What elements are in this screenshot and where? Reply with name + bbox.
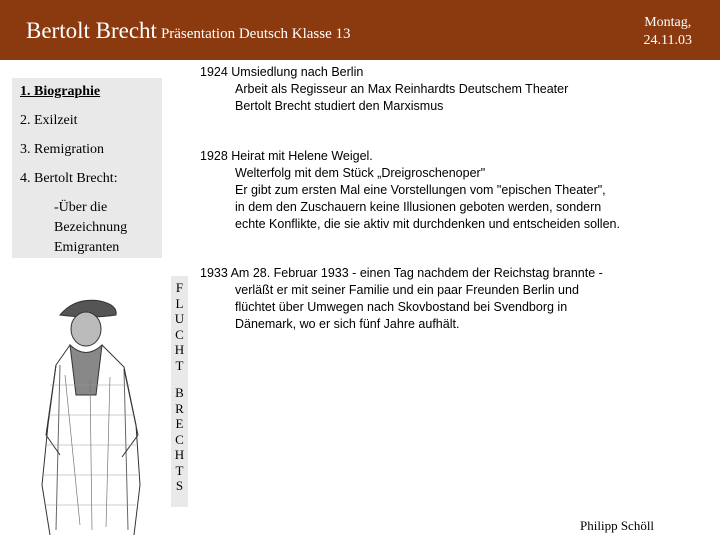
agenda-item-brecht[interactable]: 4. Bertolt Brecht: [20, 171, 118, 186]
agenda-panel [12, 78, 162, 258]
title-main: Bertolt Brecht [26, 18, 157, 43]
entry-line: verläßt er mit seiner Familie und ein paar Freunden Berlin und [235, 283, 579, 297]
agenda-subitem-line: Bezeichnung [54, 220, 128, 235]
entry-line: Er gibt zum ersten Mal eine Vorstellungen vom "epischen Theater", [235, 183, 606, 197]
timeline-entry-1933 [200, 265, 603, 333]
agenda-item-exilzeit[interactable]: 2. Exilzeit [20, 113, 78, 128]
letter: R [175, 400, 184, 416]
entry-line: Arbeit als Regisseur an Max Reinhardts Deutschem Theater [235, 82, 569, 96]
entry-line: Dänemark, wo er sich fünf Jahre aufhält. [235, 317, 460, 331]
letter: H [174, 447, 185, 462]
slide-title [26, 18, 350, 44]
entry-line: flüchtet über Umwegen nach Skovbostand bei Svendborg in [235, 300, 568, 314]
entry-line: echte Konflikte, die sie aktiv mit durchdenken und entscheiden sollen. [235, 217, 620, 231]
date-weekday: Montag, [644, 15, 692, 30]
letter: F [175, 280, 184, 295]
vertical-label-flucht-brechts [171, 276, 188, 507]
author-credit: Philipp Schöll [580, 518, 655, 533]
date-value: 24.11.03 [643, 33, 692, 48]
agenda-subitem[interactable] [54, 198, 127, 258]
header-bar [0, 0, 720, 60]
letter: C [175, 326, 184, 342]
entry-lead: 1924 Umsiedlung nach Berlin [200, 65, 364, 79]
timeline-entry-1924 [200, 64, 568, 115]
slide-date [644, 14, 692, 50]
entry-lead: 1933 Am 28. Februar 1933 - einen Tag nachdem der Reichstag brannte - [200, 266, 603, 280]
entry-line: Bertolt Brecht studiert den Marxismus [235, 99, 444, 113]
letter: S [175, 478, 184, 493]
entry-line: Welterfolg mit dem Stück „Dreigroschenoper" [235, 166, 486, 180]
entry-line: in dem den Zuschauern keine Illusionen geboten werden, sondern [235, 200, 602, 214]
letter: H [174, 342, 185, 357]
agenda-subitem-line: -Über die [54, 200, 108, 215]
letter: T [175, 357, 184, 373]
letter: U [174, 311, 185, 326]
letter: B [175, 385, 184, 400]
agenda-item-remigration[interactable]: 3. Remigration [20, 142, 104, 157]
brecht-portrait-sketch-icon [20, 285, 160, 535]
agenda-item-biographie[interactable]: 1. Biographie [20, 84, 101, 99]
agenda-subitem-line: Emigranten [54, 240, 120, 255]
title-sub: Präsentation Deutsch Klasse 13 [160, 26, 351, 42]
letter-gap [171, 373, 188, 385]
entry-lead: 1928 Heirat mit Helene Weigel. [200, 149, 373, 163]
letter: T [175, 462, 184, 478]
letter: L [175, 295, 184, 311]
letter: C [175, 431, 184, 447]
letter: E [175, 416, 184, 431]
timeline-entry-1928 [200, 148, 620, 233]
